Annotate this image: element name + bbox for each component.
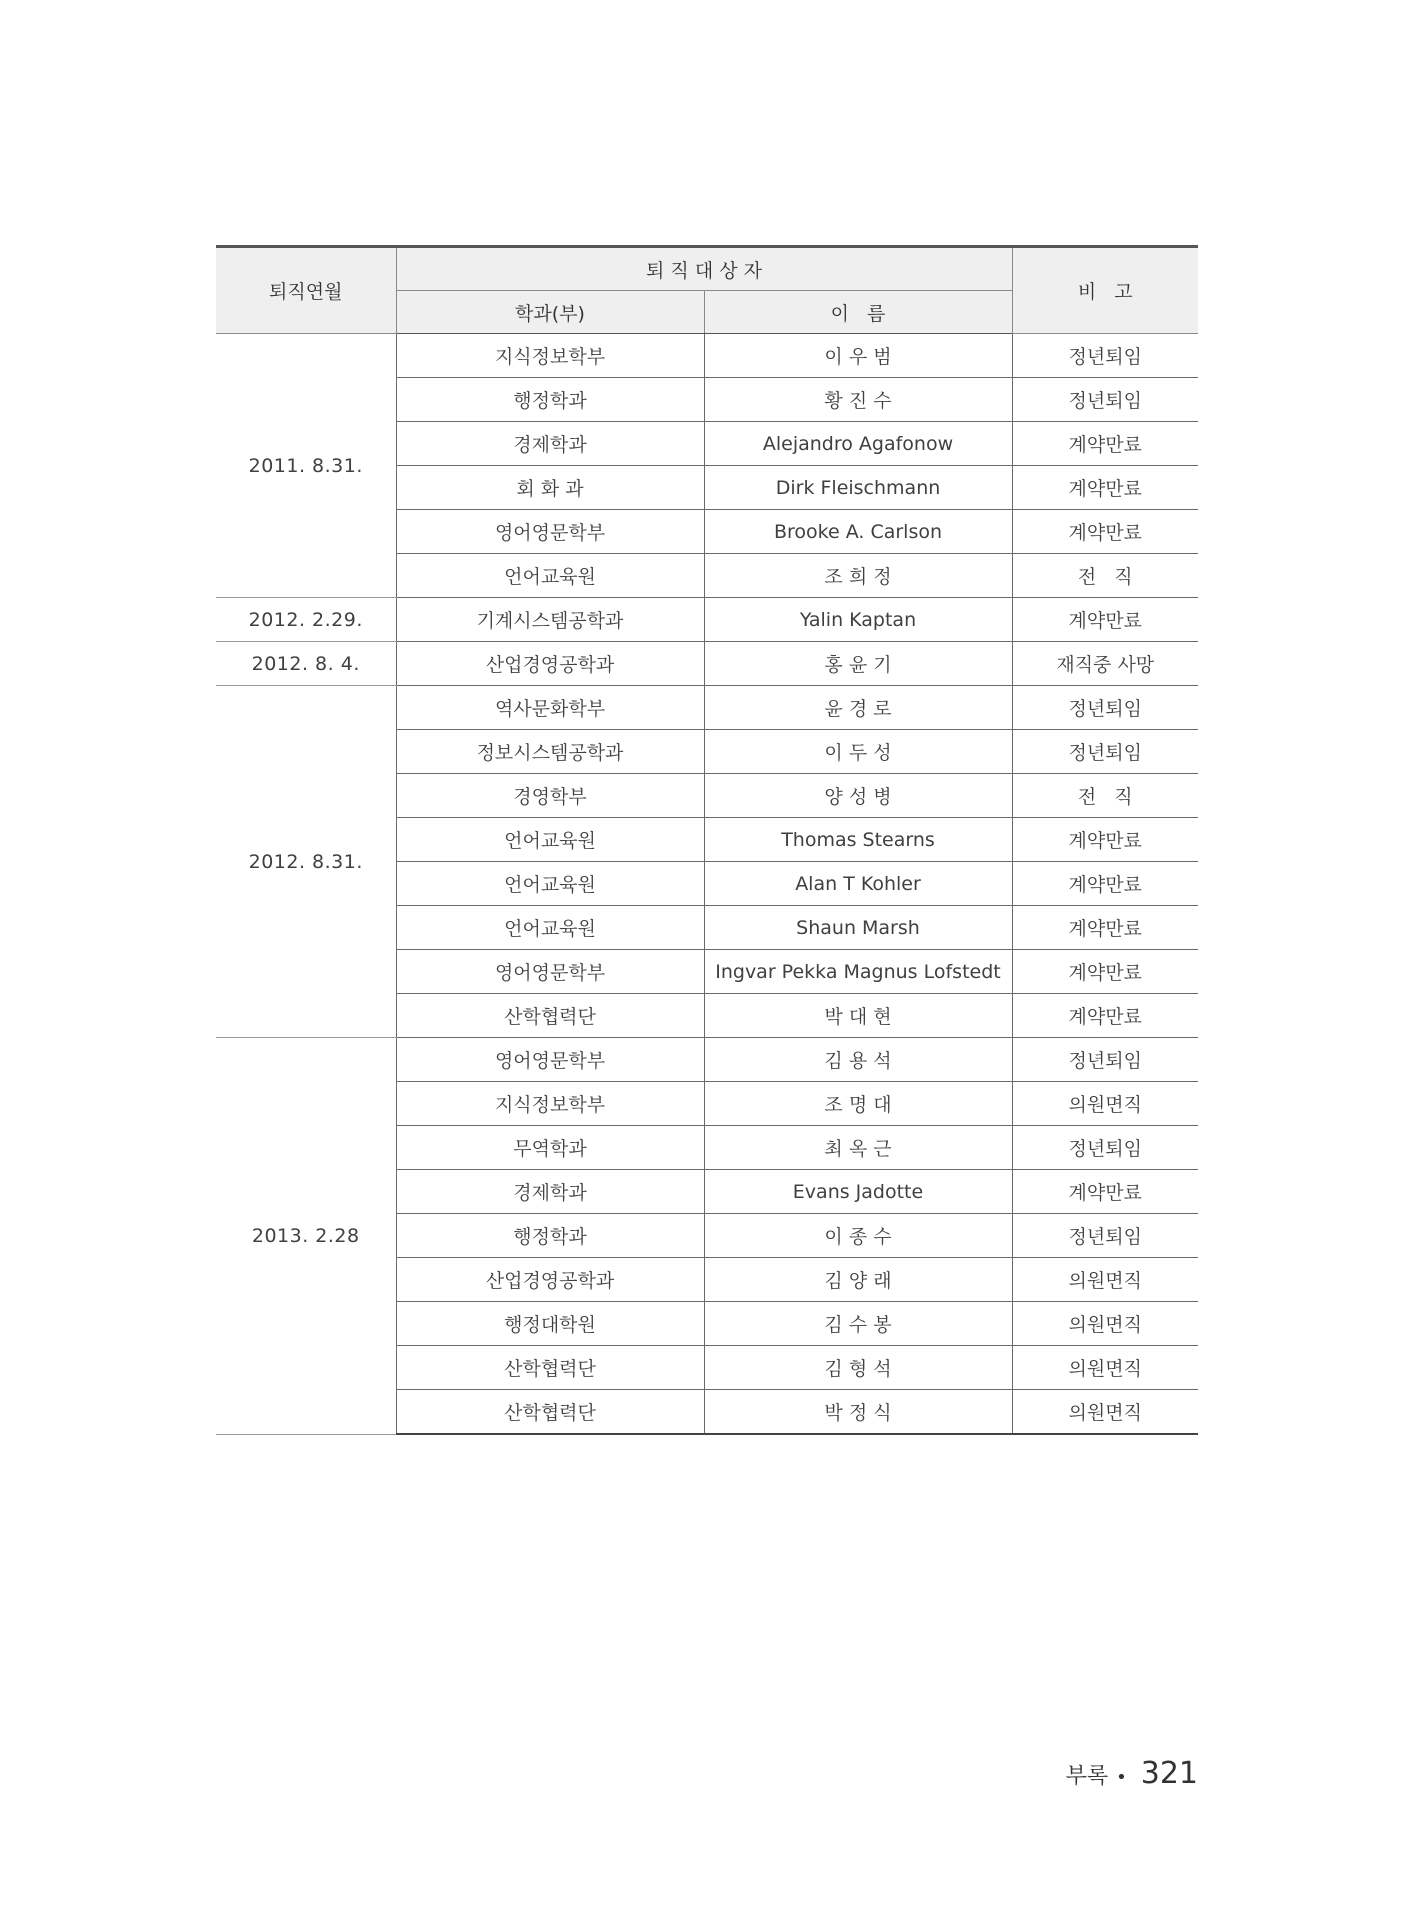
name-cell: Thomas Stearns (704, 818, 1012, 862)
remark-cell: 정년퇴임 (1012, 378, 1198, 422)
name-cell: Evans Jadotte (704, 1170, 1012, 1214)
remark-cell: 재직중 사망 (1012, 642, 1198, 686)
remark-cell: 정년퇴임 (1012, 1038, 1198, 1082)
remark-cell: 계약만료 (1012, 422, 1198, 466)
department-cell: 기계시스템공학과 (396, 598, 704, 642)
remark-cell: 계약만료 (1012, 598, 1198, 642)
name-cell: 박 정 식 (704, 1390, 1012, 1435)
remark-cell: 의원면직 (1012, 1082, 1198, 1126)
page-footer (1066, 1756, 1198, 1791)
remark-cell: 계약만료 (1012, 1170, 1198, 1214)
name-cell: Shaun Marsh (704, 906, 1012, 950)
department-cell: 산학협력단 (396, 994, 704, 1038)
department-cell: 행정학과 (396, 1214, 704, 1258)
remark-cell: 의원면직 (1012, 1346, 1198, 1390)
department-cell: 경제학과 (396, 1170, 704, 1214)
retirement-table (216, 245, 1198, 1435)
department-cell: 언어교육원 (396, 554, 704, 598)
department-cell: 산업경영공학과 (396, 1258, 704, 1302)
retire-date-cell: 2013. 2.28 (216, 1038, 396, 1435)
department-cell: 영어영문학부 (396, 1038, 704, 1082)
table-header (216, 247, 1198, 334)
name-cell: 이 종 수 (704, 1214, 1012, 1258)
remark-cell: 의원면직 (1012, 1302, 1198, 1346)
remark-cell: 계약만료 (1012, 466, 1198, 510)
name-cell: 윤 경 로 (704, 686, 1012, 730)
header-retire-date: 퇴직연월 (216, 247, 396, 334)
department-cell: 회 화 과 (396, 466, 704, 510)
table-row (216, 686, 1198, 730)
department-cell: 경영학부 (396, 774, 704, 818)
department-cell: 언어교육원 (396, 818, 704, 862)
header-department: 학과(부) (396, 291, 704, 334)
header-remarks: 비 고 (1012, 247, 1198, 334)
name-cell: Alejandro Agafonow (704, 422, 1012, 466)
name-cell: 조 희 정 (704, 554, 1012, 598)
department-cell: 산업경영공학과 (396, 642, 704, 686)
department-cell: 언어교육원 (396, 862, 704, 906)
remark-cell: 전 직 (1012, 774, 1198, 818)
remark-cell: 계약만료 (1012, 862, 1198, 906)
page-number: 321 (1140, 1756, 1198, 1791)
department-cell: 지식정보학부 (396, 1082, 704, 1126)
remark-cell: 정년퇴임 (1012, 334, 1198, 378)
department-cell: 정보시스템공학과 (396, 730, 704, 774)
department-cell: 산학협력단 (396, 1346, 704, 1390)
table-row (216, 642, 1198, 686)
department-cell: 경제학과 (396, 422, 704, 466)
table-row (216, 1038, 1198, 1082)
retire-date-cell: 2012. 8. 4. (216, 642, 396, 686)
name-cell: 최 옥 근 (704, 1126, 1012, 1170)
name-cell: 이 두 성 (704, 730, 1012, 774)
table-body (216, 334, 1198, 1435)
table-row (216, 598, 1198, 642)
department-cell: 행정대학원 (396, 1302, 704, 1346)
name-cell: 김 형 석 (704, 1346, 1012, 1390)
footer-section: 부록 (1065, 1764, 1109, 1789)
retire-date-cell: 2012. 2.29. (216, 598, 396, 642)
department-cell: 행정학과 (396, 378, 704, 422)
name-cell: 홍 윤 기 (704, 642, 1012, 686)
name-cell: Brooke A. Carlson (704, 510, 1012, 554)
footer-bullet: • (1116, 1766, 1127, 1788)
name-cell: 양 성 병 (704, 774, 1012, 818)
remark-cell: 계약만료 (1012, 994, 1198, 1038)
remark-cell: 의원면직 (1012, 1258, 1198, 1302)
department-cell: 산학협력단 (396, 1390, 704, 1435)
table-row (216, 334, 1198, 378)
name-cell: 박 대 현 (704, 994, 1012, 1038)
header-name: 이 름 (704, 291, 1012, 334)
department-cell: 영어영문학부 (396, 510, 704, 554)
department-cell: 지식정보학부 (396, 334, 704, 378)
remark-cell: 계약만료 (1012, 510, 1198, 554)
department-cell: 언어교육원 (396, 906, 704, 950)
department-cell: 역사문화학부 (396, 686, 704, 730)
remark-cell: 전 직 (1012, 554, 1198, 598)
name-cell: 김 양 래 (704, 1258, 1012, 1302)
name-cell: Yalin Kaptan (704, 598, 1012, 642)
remark-cell: 정년퇴임 (1012, 730, 1198, 774)
header-target-group: 퇴 직 대 상 자 (396, 247, 1012, 291)
remark-cell: 정년퇴임 (1012, 1214, 1198, 1258)
remark-cell: 정년퇴임 (1012, 686, 1198, 730)
name-cell: 황 진 수 (704, 378, 1012, 422)
remark-cell: 계약만료 (1012, 950, 1198, 994)
retire-date-cell: 2011. 8.31. (216, 334, 396, 598)
name-cell: Alan T Kohler (704, 862, 1012, 906)
name-cell: Dirk Fleischmann (704, 466, 1012, 510)
remark-cell: 계약만료 (1012, 818, 1198, 862)
name-cell: Ingvar Pekka Magnus Lofstedt (704, 950, 1012, 994)
remark-cell: 정년퇴임 (1012, 1126, 1198, 1170)
name-cell: 이 우 범 (704, 334, 1012, 378)
department-cell: 영어영문학부 (396, 950, 704, 994)
retire-date-cell: 2012. 8.31. (216, 686, 396, 1038)
name-cell: 조 명 대 (704, 1082, 1012, 1126)
name-cell: 김 용 석 (704, 1038, 1012, 1082)
department-cell: 무역학과 (396, 1126, 704, 1170)
remark-cell: 계약만료 (1012, 906, 1198, 950)
remark-cell: 의원면직 (1012, 1390, 1198, 1435)
name-cell: 김 수 봉 (704, 1302, 1012, 1346)
